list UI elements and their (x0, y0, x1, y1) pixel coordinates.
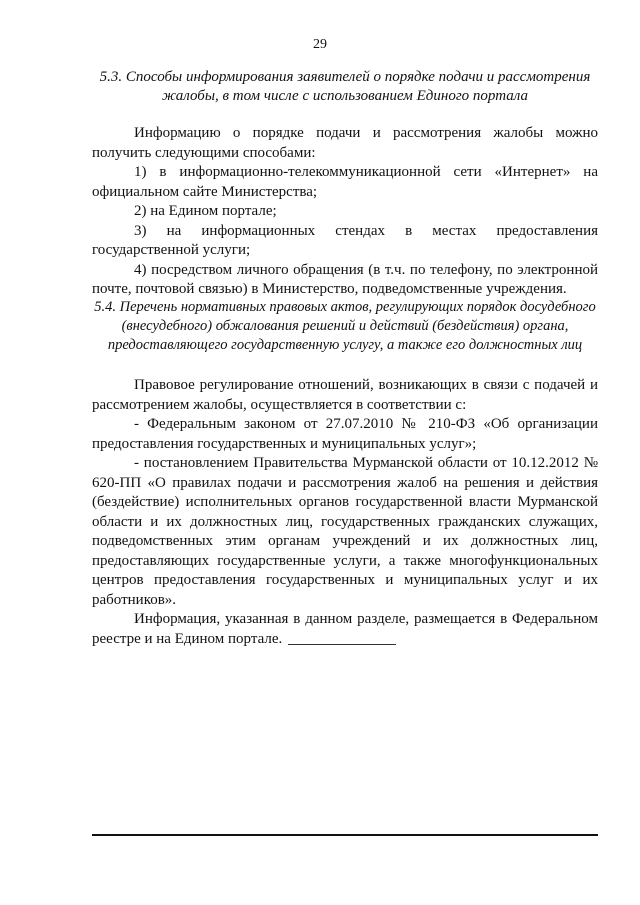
list-item: 4) посредством личного обращения (в т.ч. по телефону, по электронной почте, почтовой связью) в Министерство, подведомственные учреждения. (92, 261, 598, 297)
section-5-4-intro: Правовое регулирование отношений, возникающих в связи с подачей и рассмотрением жалобы, осуществляется в соответствии с: (92, 377, 598, 413)
section-5-3-body (92, 124, 598, 300)
list-item: - Федеральным законом от 27.07.2010 № 210-ФЗ «Об организации предоставления государственных и муниципальных услуг»; (92, 416, 598, 452)
section-5-3-heading: 5.3. Способы информирования заявителей о порядке подачи и рассмотрения жалобы, в том числе с использованием Единого портала (99, 69, 591, 104)
page-number: 29 (313, 37, 327, 52)
list-item: 1) в информационно-телекоммуникационной сети «Интернет» на официальном сайте Министерства; (92, 164, 598, 200)
section-5-4-heading: 5.4. Перечень нормативных правовых актов, регулирующих порядок досудебного (внесудебного) обжалования решений и действий (бездействия) органа, предоставляющего государственную услугу, а также его должностных лиц (94, 299, 596, 353)
footer-rule (92, 834, 598, 836)
section-5-3-intro: Информацию о порядке подачи и рассмотрения жалобы можно получить следующими способами: (92, 125, 598, 161)
list-item: - постановлением Правительства Мурманской области от 10.12.2012 № 620-ПП «О правилах подачи и рассмотрения жалоб на решения и действия (бездействие) исполнительных органов государственной власти Мурманской области и их должностных лиц, государственных гражданских служащих, подведомственных этим органам учреждений и их должностных лиц, предоставляющих государственные услуги, а также многофункциональных центров предоставления государственных и муниципальных услуг и их работников». (92, 455, 598, 608)
end-divider (288, 644, 396, 645)
section-5-4-closing: Информация, указанная в данном разделе, размещается в Федеральном реестре и на Едином портале. (92, 611, 598, 647)
section-5-4-body (92, 376, 598, 649)
list-item: 2) на Едином портале; (134, 203, 277, 219)
list-item: 3) на информационных стендах в местах предоставления государственной услуги; (92, 222, 598, 258)
